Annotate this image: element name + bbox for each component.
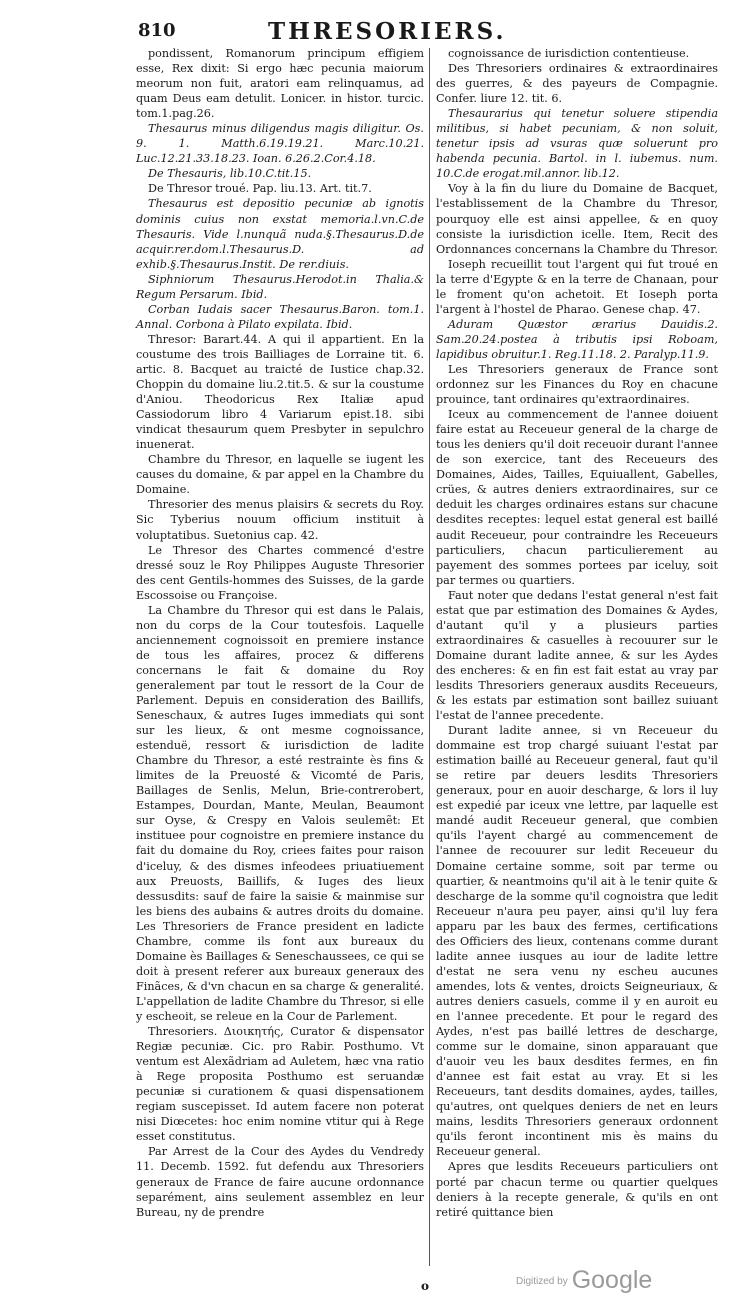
left-paragraph: Thresor: Barart.44. A qui il appartient. En la coustume des trois Bailliages de Lorraine tit. 6. artic. 8. Bacquet au traicté de Iustice chap.32. Choppin du domaine liu.2.tit.5. & sur la coustume d'Aniou. Theodoricus Rex Italiæ apud Cassiodorum libro 4 Variarum epist.18. sibi vindicat thesaurum quem Presbyter in sepulchro inuenerat. — [136, 332, 424, 452]
page-number: 810 — [138, 20, 176, 41]
left-paragraph: Corban Iudais sacer Thesaurus.Baron. tom.1. Annal. Corbona à Pilato expilata. Ibid. — [136, 302, 424, 331]
left-paragraph: Siphniorum Thesaurus.Herodot.in Thalia.& Regum Persarum. Ibid. — [136, 272, 424, 301]
left-column — [136, 46, 424, 1220]
right-paragraph: Voy à la fin du liure du Domaine de Bacquet, l'establissement de la Chambre du Thresor, pourquoy elle est ainsi appellee, & en quoy consiste la iurisdiction icelle. Item, Recit des Ordonnances concernans la Chambre du Thresor. — [436, 182, 718, 256]
right-paragraph: Iceux au commencement de l'annee doiuent faire estat au Receueur general de la charge de tous les deniers qu'il doit receuoir durant l'annee de son exercice, tant des Receueurs des Domaines, Aides, Tailles, Equiuallent, Gabelles, crües, & autres deniers extraordinaires, sur ce deduit les charges ordinaires estans sur chacune desdites receptes: lequel estat general est baillé audit Receueur, pour contraindre les Receueurs particuliers, chacun particulierement au payement des sommes portees par iceluy, soit par termes ou quartiers. — [436, 408, 718, 587]
google-logo: Google — [571, 1266, 653, 1294]
right-paragraph: Apres que lesdits Receueurs particuliers ont porté par chacun terme ou quartier quelques deniers à la recepte generale, & qu'ils en ont retiré quittance bien — [436, 1160, 718, 1219]
right-paragraph: Faut noter que dedans l'estat general n'est fait estat que par estimation des Domaines & Aydes, d'autant qu'il y a plusieurs parties extraordinaires & casuelles à recouurer sur le Domaine durant ladite annee, & sur les Aydes des encheres: & en fin est fait estat au vray par lesdits Thresoriers generaux ausdits Receueurs, & les estats par estimation sont baillez suiuant l'estat de l'annee precedente. — [436, 588, 718, 723]
left-paragraph: La Chambre du Thresor qui est dans le Palais, non du corps de la Cour toutesfois. Laquelle anciennement cognoissoit en premiere instance de tous les affaires, procez & differens concernans le fait & domaine du Roy generalement par tout le ressort de la Cour de Parlement. Depuis en consideration des Baillifs, Seneschaux, & autres Iuges immediats qui sont sur les lieux, & ont mesme cognoissance, estenduë, ressort & iurisdiction de ladite Chambre du Thresor, a esté restrainte ès fins & limites de la Preuosté & Vicomté de Paris, Baillages de Senlis, Melun, Brie-contrerobert, Estampes, Dourdan, Mante, Meulan, Beaumont sur Oyse, & Crespy en Valois seulemẽt: Et instituee pour cognoistre en premiere instance du fait du domaine du Roy, criees faites pour raison d'iceluy, & des dismes infeodees priuatiuement aux Preuosts, Baillifs, & Iuges des lieux dessusdits: sauf de faire la saisie & mainmise sur les biens des aubains & autres droits du domaine. Les Thresoriers de France president en ladicte Chambre, comme ils font aux bureaux du Domaine ès Baillages & Seneschaussees, ce qui se doit à present referer aux bureaux generaux des Finãces, & d'vn chacun en sa charge & generalité. L'appellation de ladite Chambre du Thresor, si elle y escheoit, se releue en la Cour de Parlement. — [136, 603, 424, 1023]
left-paragraph: Thesaurus est depositio pecuniæ ab ignotis dominis cuius non exstat memoria.l.vn.C.de Thesauris. Vide l.nunquã nuda.§.Thesaurus.D.de acquir.rer.dom.l.Thesaurus.D. ad exhib.§.Thesaurus.Instit. De rer.diuis. — [136, 197, 424, 271]
running-title: THRESORIERS. — [268, 18, 507, 45]
left-paragraph: Chambre du Thresor, en laquelle se iugent les causes du domaine, & par appel en la Chambre du Domaine. — [136, 453, 424, 497]
column-divider — [429, 48, 430, 1266]
left-paragraph: pondissent, Romanorum principum effigiem esse, Rex dixit: Si ergo hæc pecunia maiorum meorum non fuit, aratori eam relinquamus, ad quam Deus eam detulit. Lonicer. in histor. turcic. tom.1.pag.26. — [136, 47, 424, 121]
page-header — [0, 18, 735, 46]
watermark-prefix: Digitized by — [516, 1276, 568, 1287]
left-paragraph: De Thesauris, lib.10.C.tit.15. — [148, 167, 312, 181]
left-paragraph: Thresorier des menus plaisirs & secrets du Roy. Sic Tyberius nouum officium instituit à voluptatibus. Suetonius cap. 42. — [136, 498, 424, 542]
left-paragraph: Thesaurus minus diligendus magis diligitur. Os. 9. 1. Matth.6.19.19.21. Marc.10.21. Luc.12.21.33.18.23. Ioan. 6.26.2.Cor.4.18. — [136, 122, 424, 166]
right-paragraph: Les Thresoriers generaux de France sont ordonnez sur les Finances du Roy en chacune prouince, tant ordinaires qu'extraordinaires. — [436, 362, 718, 407]
right-paragraph: cognoissance de iurisdiction contentieuse. — [448, 47, 690, 60]
footer-ornament: o — [421, 1279, 430, 1293]
digitized-by-google-watermark — [516, 1266, 652, 1295]
left-paragraph: Par Arrest de la Cour des Aydes du Vendredy 11. Decemb. 1592. fut defendu aux Thresoriers generaux de France de faire aucune ordonnance separément, ains seulement assemblez en leur Bureau, ny de prendre — [136, 1145, 424, 1219]
left-paragraph: Le Thresor des Chartes commencé d'estre dressé souz le Roy Philippes Auguste Thresorier des cent Gentils-hommes des Suisses, de la garde Escossoise ou Françoise. — [136, 543, 424, 602]
left-paragraph: De Thresor troué. Pap. liu.13. Art. tit.7. — [148, 182, 372, 196]
right-paragraph: Des Thresoriers ordinaires & extraordinaires des guerres, & des payeurs de Compagnie. Confer. liure 12. tit. 6. — [436, 62, 718, 106]
right-paragraph: Durant ladite annee, si vn Receueur du dommaine est trop chargé suiuant l'estat par estimation baillé au Receueur general, faut qu'il se retire par deuers lesdits Thresoriers generaux, pour en auoir descharge, & lors il luy est expedié par iceux vne lettre, par laquelle est mandé audit Receueur general, que combien qu'ils l'ayent chargé au commencement de l'annee de recouurer sur ledit Receueur du Domaine certaine somme, soit par terme ou quartier, & neantmoins qu'il ait à le tenir quite & descharge de la somme qu'il cognoistra que ledit Receueur n'aura peu payer, ainsi qu'il luy fera apparu par les baux des fermes, certifications des Officiers des lieux, contenans comme durant ladite annee iusques au iour de ladite lettre d'estat ne sera venu ny escheu aucunes amendes, lots & ventes, droicts Seigneuriaux, & autres deniers casuels, comme il y en auroit eu en l'annee precedente. Et pour le regard des Aydes, n'est pas baillé lettres de descharge, comme sur le domaine, sinon apparauant que d'auoir veu les baux desdites fermes, en fin d'annee est fait estat au vray. Et si les Receueurs, tant desdits domaines, aydes, tailles, qu'autres, ont quelques deniers de net en leurs mains, lesdits Thresoriers generaux ordonnent qu'ils feront incontinent mis ès mains du Receueur general. — [436, 724, 718, 1159]
right-paragraph: Aduram Quæstor ærarius Dauidis.2. Sam.20.24.postea à tributis ipsi Roboam, lapidibus obruitur.1. Reg.11.18. 2. Paralyp.11.9. — [436, 317, 718, 361]
right-paragraph: Thesaurarius qui tenetur soluere stipendia militibus, si habet pecuniam, & non soluit, tenetur ipsis ad vsuras quæ soluerunt pro habenda pecunia. Bartol. in l. iubemus. num. 10.C.de erogat.mil.annor. lib.12. — [436, 107, 718, 181]
right-column — [436, 46, 718, 1220]
left-paragraph: Thresoriers. Διοικητής, Curator & dispensator Regiæ pecuniæ. Cic. pro Rabir. Posthumo. Vt ventum est Alexãdriam ad Auletem, hæc vna ratio à Rege proposita Posthumo est seruandæ pecuniæ si curationem & quasi dispensationem regiam suscepisset. Id autem facere non poterat nisi Diœcetes: hoc enim nomine vtitur qui à Rege esset constitutus. — [136, 1025, 424, 1144]
right-paragraph: Ioseph recueillit tout l'argent qui fut troué en la terre d'Egypte & en la terre de Chanaan, pour le froment qu'on achetoit. Et Ioseph porta l'argent à l'hostel de Pharao. Genese chap. 47. — [436, 257, 718, 316]
